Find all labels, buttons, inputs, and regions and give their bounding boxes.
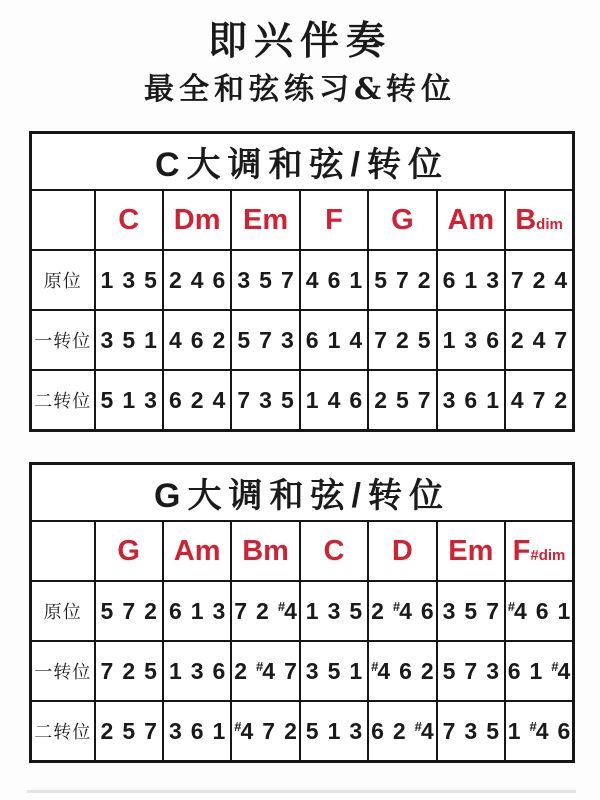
row-label: 二转位 [31,701,95,762]
chord-header: D [368,521,436,581]
row-label: 一转位 [31,310,95,370]
chord-header: C [300,521,368,581]
chord-header: F [300,190,368,250]
chord-header: Bm [231,521,299,581]
chord-cell: 1 3 6 [163,641,231,701]
chord-cell: 7 2 #4 [231,581,299,641]
chord-cell: 6 1 4 [300,310,368,370]
chord-cell: 1 3 5 [95,250,163,310]
chord-cell: 1 #4 6 [505,701,573,762]
g-major-chord-table [29,462,575,763]
chord-cell: 3 6 1 [163,701,231,762]
chord-header: Am [437,190,505,250]
chord-cell: 7 2 5 [95,641,163,701]
chord-cell: 6 2 #4 [368,701,436,762]
chord-cell: 6 1 3 [437,250,505,310]
page-subtitle: 最全和弦练习&转位 [143,72,457,107]
chord-cell: 3 5 1 [300,641,368,701]
sharp-sign: # [529,718,537,734]
chord-cell: 5 7 3 [231,310,299,370]
chord-cell: 5 1 3 [95,370,163,431]
chord-header: C [95,190,163,250]
chord-cell: 2 5 7 [95,701,163,762]
inversion-row [31,250,574,310]
chord-cell: 1 4 6 [300,370,368,431]
chord-header: Em [231,190,299,250]
chord-cell: 2 #4 6 [368,581,436,641]
chord-cell: 3 5 1 [95,310,163,370]
table-title-row [31,464,574,522]
chord-header: F#dim [505,521,573,581]
c-major-chord-table [29,131,575,432]
sharp-sign: # [507,598,515,614]
sharp-sign: # [414,718,422,734]
row-label: 二转位 [31,370,95,431]
chord-cell: 1 3 5 [300,581,368,641]
chord-cell: 4 6 2 [163,310,231,370]
chord-cell: 7 3 5 [231,370,299,431]
corner-cell [31,521,95,581]
chord-header: G [95,521,163,581]
chord-cell: 6 1 3 [163,581,231,641]
chord-cell: 5 7 3 [437,641,505,701]
table-title: C大调和弦/转位 [31,133,574,191]
chord-cell: 4 6 1 [300,250,368,310]
chord-cell: 6 1 #4 [505,641,573,701]
chord-suffix: dim [536,215,563,233]
chord-cell: #4 6 2 [368,641,436,701]
inversion-row [31,641,574,701]
chord-header: Bdim [505,190,573,250]
chord-cell: 1 3 6 [437,310,505,370]
chord-cell: 5 7 2 [95,581,163,641]
chord-cell: 2 4 6 [163,250,231,310]
corner-cell [31,190,95,250]
chord-header: Dm [163,190,231,250]
chord-cell: 2 4 7 [505,310,573,370]
sharp-sign: # [371,658,379,674]
chord-cell: 7 2 5 [368,310,436,370]
chord-header: Em [437,521,505,581]
table-title: G大调和弦/转位 [31,464,574,522]
chord-cell: 3 6 1 [437,370,505,431]
sharp-sign: # [234,718,242,734]
chord-header: G [368,190,436,250]
inversion-row [31,701,574,762]
sharp-sign: # [256,658,264,674]
chord-header-row [31,521,574,581]
chord-cell: 2 5 7 [368,370,436,431]
chord-cell: 2 #4 7 [231,641,299,701]
chord-cell: 3 5 7 [231,250,299,310]
chord-cell: 3 5 7 [437,581,505,641]
chord-cell: #4 6 1 [505,581,573,641]
page-title: 即兴伴奏 [207,18,392,64]
chord-cell: 4 7 2 [505,370,573,431]
row-label: 原位 [31,250,95,310]
inversion-row [31,581,574,641]
chord-cell: 5 7 2 [368,250,436,310]
chord-cell: 5 1 3 [300,701,368,762]
chord-header: Am [163,521,231,581]
chord-suffix: #dim [530,546,566,564]
row-label: 一转位 [31,641,95,701]
chord-header-row [31,190,574,250]
table-title-row [31,133,574,191]
chord-cell: 7 2 4 [505,250,573,310]
next-table-top-edge [27,790,576,793]
row-label: 原位 [31,581,95,641]
sharp-sign: # [277,598,286,614]
chord-cell: 7 3 5 [437,701,505,762]
inversion-row [31,370,574,431]
sharp-sign: # [551,658,559,674]
chord-cell: 6 2 4 [163,370,231,431]
sharp-sign: # [392,598,401,614]
inversion-row [31,310,574,370]
chord-cell: #4 7 2 [231,701,299,762]
